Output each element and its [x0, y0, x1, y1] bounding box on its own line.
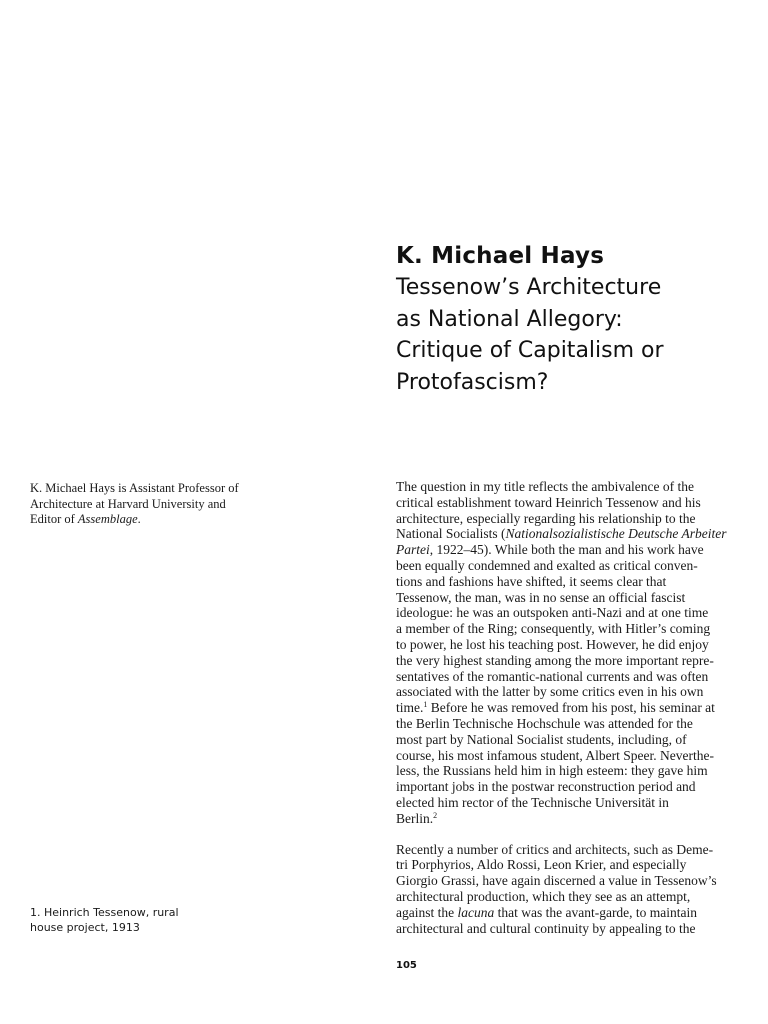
page-number: 105: [396, 960, 417, 971]
body-line: tions and fashions have shifted, it seems clear that: [396, 573, 667, 589]
author-name: K. Michael Hays: [396, 243, 605, 269]
body-text: time.: [396, 700, 424, 716]
author-bio-text: Editor of: [30, 512, 78, 526]
body-line: [396, 700, 736, 716]
body-line: architecture, especially regarding his relationship to the: [396, 510, 696, 526]
body-text: Before he was removed from his post, his seminar at: [427, 700, 715, 716]
lacuna-italic: lacuna: [457, 904, 495, 920]
body-line: Tessenow, the man, was in no sense an official fascist: [396, 589, 686, 605]
body-text: National Socialists (: [396, 526, 506, 542]
body-line: important jobs in the postwar reconstruction period and: [396, 779, 696, 795]
body-line: elected him rector of the Technische Universität in: [396, 794, 669, 810]
footnote-ref-1: 1: [423, 700, 428, 710]
body-line: [396, 542, 736, 558]
party-name-italic: Partei: [396, 542, 430, 558]
body-line: associated with the latter by some critics even in his own: [396, 684, 704, 700]
body-line: tri Porphyrios, Aldo Rossi, Leon Krier, and especially: [396, 857, 687, 873]
body-text: Berlin.: [396, 810, 434, 826]
body-paragraph-1: [396, 479, 736, 827]
title-line: Critique of Capitalism or: [396, 338, 664, 363]
author-bio-text: .: [137, 512, 141, 526]
body-line: the Berlin Technische Hochschule was attended for the: [396, 715, 693, 731]
author-bio-line: [30, 512, 330, 528]
party-name-italic: Nationalsozialistische Deutsche Arbeiter: [505, 526, 727, 542]
caption-line: 1. Heinrich Tessenow, rural: [30, 906, 179, 919]
body-line: architectural production, which they see as an attempt,: [396, 888, 691, 904]
article-title: [396, 272, 664, 398]
author-bio-line: K. Michael Hays is Assistant Professor of: [30, 481, 239, 495]
body-line: Recently a number of critics and architects, such as Deme-: [396, 841, 714, 857]
body-line: critical establishment toward Heinrich Tessenow and his: [396, 494, 701, 510]
body-line: ideologue: he was an outspoken anti-Nazi and at one time: [396, 605, 709, 621]
body-line: architectural and cultural continuity by appealing to the: [396, 920, 696, 936]
title-line: Protofascism?: [396, 369, 549, 395]
footnote-ref-2: 2: [433, 810, 438, 820]
body-line: [396, 526, 736, 542]
body-paragraph-2: [396, 842, 736, 937]
title-line: Tessenow’s Architecture: [396, 275, 662, 300]
journal-name: Assemblage: [77, 512, 138, 526]
body-line: sentatives of the romantic-national currents and was often: [396, 668, 709, 684]
body-line: course, his most infamous student, Albert Speer. Neverthe-: [396, 747, 714, 763]
body-line: to power, he lost his teaching post. However, he did enjoy: [396, 636, 709, 652]
body-text: that was the avant-garde, to maintain: [494, 904, 698, 920]
figure-caption: [30, 905, 179, 935]
article-body: [396, 479, 736, 936]
body-line: [396, 905, 736, 921]
caption-line: house project, 1913: [30, 921, 140, 934]
title-line: as National Allegory:: [396, 306, 623, 332]
body-line: a member of the Ring; consequently, with Hitler’s coming: [396, 621, 711, 637]
body-text: , 1922–45). While both the man and his work have: [429, 542, 704, 558]
body-line: less, the Russians held him in high esteem: they gave him: [396, 763, 708, 779]
author-bio-line: Architecture at Harvard University and: [30, 496, 226, 511]
body-line: most part by National Socialist students, including, of: [396, 731, 687, 747]
body-line: The question in my title reflects the ambivalence of the: [396, 479, 695, 494]
body-line: been equally condemned and exalted as critical conven-: [396, 557, 698, 573]
body-line: [396, 811, 736, 827]
body-text: against the: [396, 904, 458, 920]
body-line: the very highest standing among the more important repre-: [396, 652, 714, 668]
body-line: Giorgio Grassi, have again discerned a value in Tessenow’s: [396, 873, 717, 889]
author-bio-note: [30, 481, 330, 528]
